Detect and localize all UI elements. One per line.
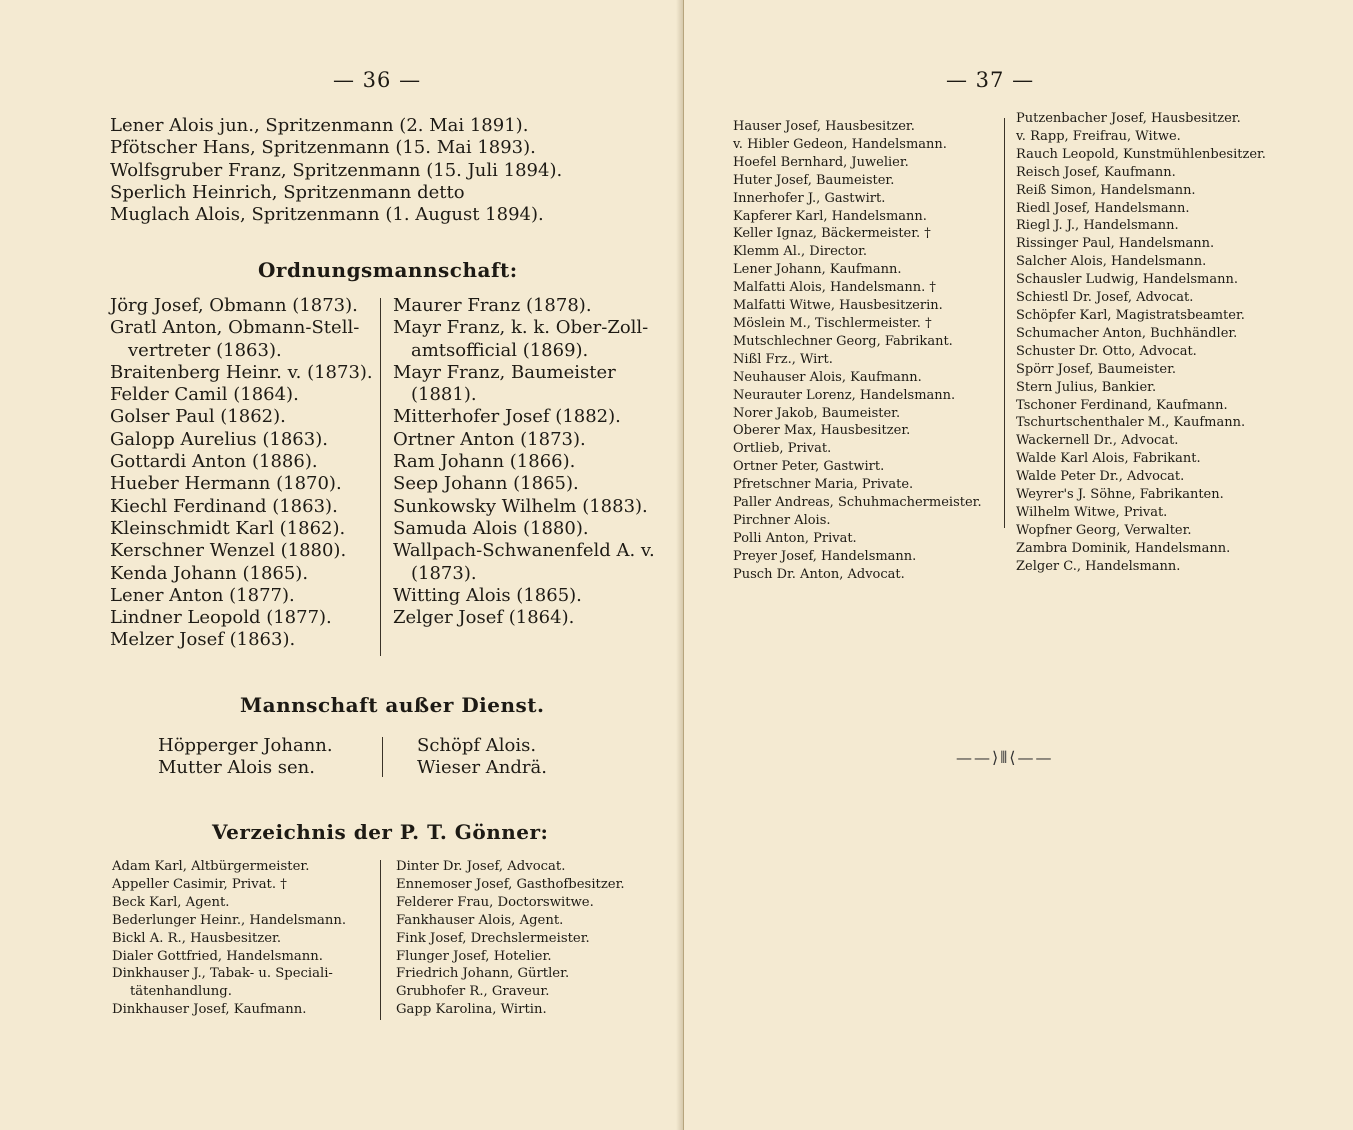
ausser-entry: Wieser Andrä. [417,757,547,779]
patron-entry: Nißl Frz., Wirt. [733,351,833,367]
ordnung-entry: (1881). [411,384,477,406]
goenner-left-column [112,858,346,1019]
patron-entry: Rauch Leopold, Kunstmühlenbesitzer. [1016,146,1266,162]
fireman-entry: Sperlich Heinrich, Spritzenmann detto [110,181,465,203]
patron-entry: Riegl J. J., Handelsmann. [1016,218,1179,234]
patron-entry: Tschoner Ferdinand, Kaufmann. [1016,397,1228,413]
page-number-right: — 37 — [946,68,1035,92]
ordnung-entry: Lindner Leopold (1877). [110,607,332,629]
ordnung-entry: Gratl Anton, Obmann-Stell- [110,317,360,339]
firemen-list [110,115,562,226]
ordnung-entry: Samuda Alois (1880). [393,517,589,539]
ordnung-entry: Ortner Anton (1873). [393,428,586,450]
column-divider [380,860,381,1020]
patron-entry: Klemm Al., Director. [733,244,868,260]
ordnung-entry: vertreter (1863). [128,339,282,361]
patrons-column-2 [1016,110,1266,576]
ordnung-entry: Gottardi Anton (1886). [110,451,318,473]
patron-entry: Salcher Alois, Handelsmann. [1016,254,1207,270]
patron-entry: Gapp Karolina, Wirtin. [396,1002,547,1018]
patron-entry: Appeller Casimir, Privat. † [112,876,287,892]
patron-entry: Adam Karl, Altbürgermeister. [112,859,310,874]
patron-entry: Neurauter Lorenz, Handelsmann. [733,387,956,403]
patron-entry: Pfretschner Maria, Private. [733,477,914,493]
patron-entry: v. Hibler Gedeon, Handelsmann. [733,136,947,152]
patron-entry: Friedrich Johann, Gürtler. [396,966,570,982]
ordnung-entry: Maurer Franz (1878). [393,295,592,316]
patron-entry: Hoefel Bernhard, Juwelier. [733,154,909,170]
patron-entry: Felderer Frau, Doctorswitwe. [396,894,594,910]
patron-entry: v. Rapp, Freifrau, Witwe. [1016,128,1181,144]
patron-entry: Malfatti Alois, Handelsmann. † [733,280,936,296]
fireman-entry: Muglach Alois, Spritzenmann (1. August 1894). [110,204,544,226]
ordnung-entry: Mitterhofer Josef (1882). [393,406,621,428]
ordnung-entry: (1873). [411,562,477,584]
patron-entry: Bickl A. R., Hausbesitzer. [112,930,282,946]
ausser-entry: Höpperger Johann. [158,735,333,756]
fireman-entry: Wolfsgruber Franz, Spritzenmann (15. Juli 1894). [110,159,563,181]
ordnung-entry: Mayr Franz, k. k. Ober-Zoll- [393,317,649,339]
patron-entry: Fink Josef, Drechslermeister. [396,930,590,946]
patron-entry: Bederlunger Heinr., Handelsmann. [112,912,347,928]
ordnung-entry: Galopp Aurelius (1863). [110,428,328,450]
patron-entry: Dinter Dr. Josef, Advocat. [396,859,566,874]
patron-entry: Dinkhauser J., Tabak- u. Speciali- [112,966,333,982]
ordnung-right-column [393,295,655,629]
ordnung-entry: Wallpach-Schwanenfeld A. v. [393,540,655,562]
ornament-divider: ——⟩⦀⟨—— [956,748,1054,767]
patron-entry: Paller Andreas, Schuhmachermeister. [733,495,982,511]
ordnung-entry: Golser Paul (1862). [110,406,286,428]
ordnung-entry: Mayr Franz, Baumeister [393,361,616,383]
ordnung-entry: Jörg Josef, Obmann (1873). [110,295,358,316]
ordnung-entry: Witting Alois (1865). [393,584,582,606]
patron-entry: Pusch Dr. Anton, Advocat. [733,566,905,582]
ordnung-left-column [110,295,373,652]
patron-entry: Dialer Gottfried, Handelsmann. [112,948,323,964]
patron-entry: Möslein M., Tischlermeister. † [733,315,932,331]
patron-entry: Putzenbacher Josef, Hausbesitzer. [1016,111,1241,126]
ausser-entry: Mutter Alois sen. [158,757,315,779]
fireman-entry: Pfötscher Hans, Spritzenmann (15. Mai 1893). [110,137,536,159]
page-number-left: — 36 — [333,68,422,92]
patron-entry: Walde Peter Dr., Advocat. [1016,469,1185,485]
patron-entry: Keller Ignaz, Bäckermeister. † [733,226,931,242]
patron-entry: Malfatti Witwe, Hausbesitzerin. [733,298,943,314]
patron-entry: Reiß Simon, Handelsmann. [1016,182,1196,198]
ausser-entry: Schöpf Alois. [417,735,537,756]
ordnung-entry: Zelger Josef (1864). [393,607,575,629]
ordnung-entry: Sunkowsky Wilhelm (1883). [393,495,648,517]
patron-entry: Fankhauser Alois, Agent. [396,912,564,928]
patron-entry: Zelger C., Handelsmann. [1016,558,1181,574]
patron-entry: Grubhofer R., Graveur. [396,984,550,1000]
ordnung-entry: amtsofficial (1869). [411,339,589,361]
goenner-right-column [396,858,625,1019]
patron-entry: Ennemoser Josef, Gasthofbesitzer. [396,876,625,892]
patron-entry: Wilhelm Witwe, Privat. [1016,504,1168,520]
patron-entry: tätenhandlung. [130,984,232,1000]
patron-entry: Wackernell Dr., Advocat. [1016,433,1179,449]
patron-entry: Schausler Ludwig, Handelsmann. [1016,272,1239,288]
patron-entry: Stern Julius, Bankier. [1016,379,1157,395]
patron-entry: Mutschlechner Georg, Fabrikant. [733,333,953,349]
ausser-right-column [417,735,547,780]
ausser-heading: Mannschaft außer Dienst. [240,693,545,717]
ordnung-entry: Kenda Johann (1865). [110,562,309,584]
patrons-column-1 [733,118,982,584]
patron-entry: Schuster Dr. Otto, Advocat. [1016,343,1197,359]
patron-entry: Reisch Josef, Kaufmann. [1016,164,1176,180]
patron-entry: Riedl Josef, Handelsmann. [1016,200,1190,216]
goenner-heading: Verzeichnis der P. T. Gönner: [212,820,549,844]
column-divider [382,737,383,777]
patron-entry: Wopfner Georg, Verwalter. [1016,522,1192,538]
patron-entry: Schöpfer Karl, Magistratsbeamter. [1016,307,1245,323]
patron-entry: Oberer Max, Hausbesitzer. [733,423,911,439]
patron-entry: Dinkhauser Josef, Kaufmann. [112,1002,307,1018]
patron-entry: Neuhauser Alois, Kaufmann. [733,369,922,385]
patron-entry: Hauser Josef, Hausbesitzer. [733,119,915,134]
patron-entry: Lener Johann, Kaufmann. [733,262,902,278]
patron-entry: Zambra Dominik, Handelsmann. [1016,540,1231,556]
patron-entry: Norer Jakob, Baumeister. [733,405,901,421]
ordnung-entry: Felder Camil (1864). [110,384,299,406]
patron-entry: Spörr Josef, Baumeister. [1016,361,1176,377]
patron-entry: Beck Karl, Agent. [112,894,230,910]
patron-entry: Rissinger Paul, Handelsmann. [1016,236,1215,252]
ordnung-entry: Kiechl Ferdinand (1863). [110,495,338,517]
patron-entry: Huter Josef, Baumeister. [733,172,895,188]
patron-entry: Innerhofer J., Gastwirt. [733,190,886,206]
column-divider [380,298,381,656]
ordnung-entry: Kerschner Wenzel (1880). [110,540,347,562]
patron-entry: Preyer Josef, Handelsmann. [733,548,917,564]
ordnung-entry: Braitenberg Heinr. v. (1873). [110,361,373,383]
ordnung-entry: Lener Anton (1877). [110,584,295,606]
patron-entry: Flunger Josef, Hotelier. [396,948,552,964]
patron-entry: Kapferer Karl, Handelsmann. [733,208,927,224]
ordnung-entry: Hueber Hermann (1870). [110,473,342,495]
patron-entry: Tschurtschenthaler M., Kaufmann. [1016,415,1246,431]
ordnung-entry: Kleinschmidt Karl (1862). [110,517,346,539]
patron-entry: Polli Anton, Privat. [733,530,857,546]
patron-entry: Schumacher Anton, Buchhändler. [1016,325,1238,341]
patron-entry: Ortlieb, Privat. [733,441,832,457]
ordnung-entry: Ram Johann (1866). [393,451,576,473]
patron-entry: Schiestl Dr. Josef, Advocat. [1016,290,1194,306]
ordnung-entry: Melzer Josef (1863). [110,629,296,651]
fireman-entry: Lener Alois jun., Spritzenmann (2. Mai 1891). [110,115,529,136]
patron-entry: Walde Karl Alois, Fabrikant. [1016,451,1201,467]
ordnung-entry: Seep Johann (1865). [393,473,579,495]
patron-entry: Weyrer's J. Söhne, Fabrikanten. [1016,487,1224,503]
patron-entry: Ortner Peter, Gastwirt. [733,459,885,475]
column-divider [1004,118,1005,528]
ordnung-heading: Ordnungsmannschaft: [258,258,518,282]
right-page [684,0,1353,1130]
ausser-left-column [158,735,333,780]
patron-entry: Pirchner Alois. [733,512,831,528]
